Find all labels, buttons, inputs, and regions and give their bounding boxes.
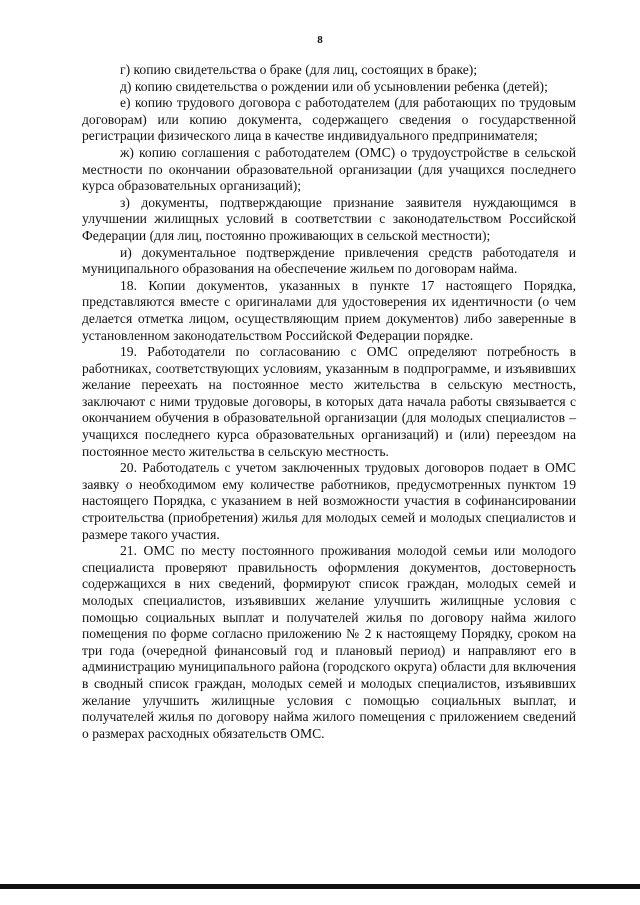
- paragraph-e: е) копию трудового договора с работодателем (для работающих по трудовым договорам) или копию документа, содержащего сведения о государственной регистрации физического лица в качестве индивидуального предпринимателя;: [82, 95, 576, 144]
- paragraph-d: д) копию свидетельства о рождении или об усыновлении ребенка (детей);: [120, 78, 548, 94]
- bottom-scan-edge: [0, 884, 640, 889]
- paragraph-21: 21. ОМС по месту постоянного проживания молодой семьи или молодого специалиста проверяют правильность оформления документов, достоверность содержащихся в них сведений, формируют список граждан, молодых семей и молодых специалистов, изъявивших желание улучшить жилищные условия с помощью социальных выплат и получателей жилья по договору найма жилого помещения по форме согласно приложению № 2 к настоящему Порядку, сроком на три года (очередной финансовый год и плановый период) и направляют его в администрацию муниципального района (городского округа) области для включения в сводный список граждан, молодых семей и молодых специалистов, изъявивших желание улучшить жилищные условия с помощью социальных выплат, и получателей жилья по договору найма жилого помещения с приложением сведений о размерах расходных обязательств ОМС.: [82, 543, 576, 741]
- paragraph-g: г) копию свидетельства о браке (для лиц, состоящих в браке);: [120, 62, 478, 77]
- paragraph-18: 18. Копии документов, указанных в пункте 17 настоящего Порядка, представляются вместе с оригиналами для удостоверения их идентичности (о чем делается отметка лицом, осуществляющим прием документов) либо заверенные в установленном законодательством Российской Федерации порядке.: [82, 277, 576, 343]
- page-number: 8: [317, 34, 323, 46]
- paragraph-zh: ж) копию соглашения с работодателем (ОМС) о трудоустройстве в сельской местности по окончании образовательной организации (для учащихся последнего курса образовательных организаций);: [82, 144, 576, 194]
- paragraph-i: и) документальное подтверждение привлечения средств работодателя и муниципального образования на обеспечение жильем по договорам найма.: [82, 244, 576, 277]
- paragraph-19: 19. Работодатели по согласованию с ОМС определяют потребность в работниках, соответствующих условиям, указанным в подпрограмме, и изъявивших желание переехать на постоянное место жительства в сельскую местность, заключают с ними трудовые договоры, в которых дата начала работы связывается с окончанием обучения в образовательной организации (для молодых специалистов – учащихся последнего курса образовательных организаций) и (или) переездом на постоянное место жительства в сельскую местность.: [82, 344, 576, 459]
- paragraph-z: з) документы, подтверждающие признание заявителя нуждающимся в улучшении жилищных условий в соответствии с законодательством Российской Федерации (для лиц, постоянно проживающих в сельской местности);: [82, 194, 576, 243]
- document-body: [82, 62, 576, 742]
- paragraph-20: 20. Работодатель с учетом заключенных трудовых договоров подает в ОМС заявку о необходимом ему количестве работников, предусмотренных пунктом 19 настоящего Порядка, с указанием в ней возможности участия в софинансировании строительства (приобретения) жилья для молодых семей и молодых специалистов и размере такого участия.: [82, 460, 576, 542]
